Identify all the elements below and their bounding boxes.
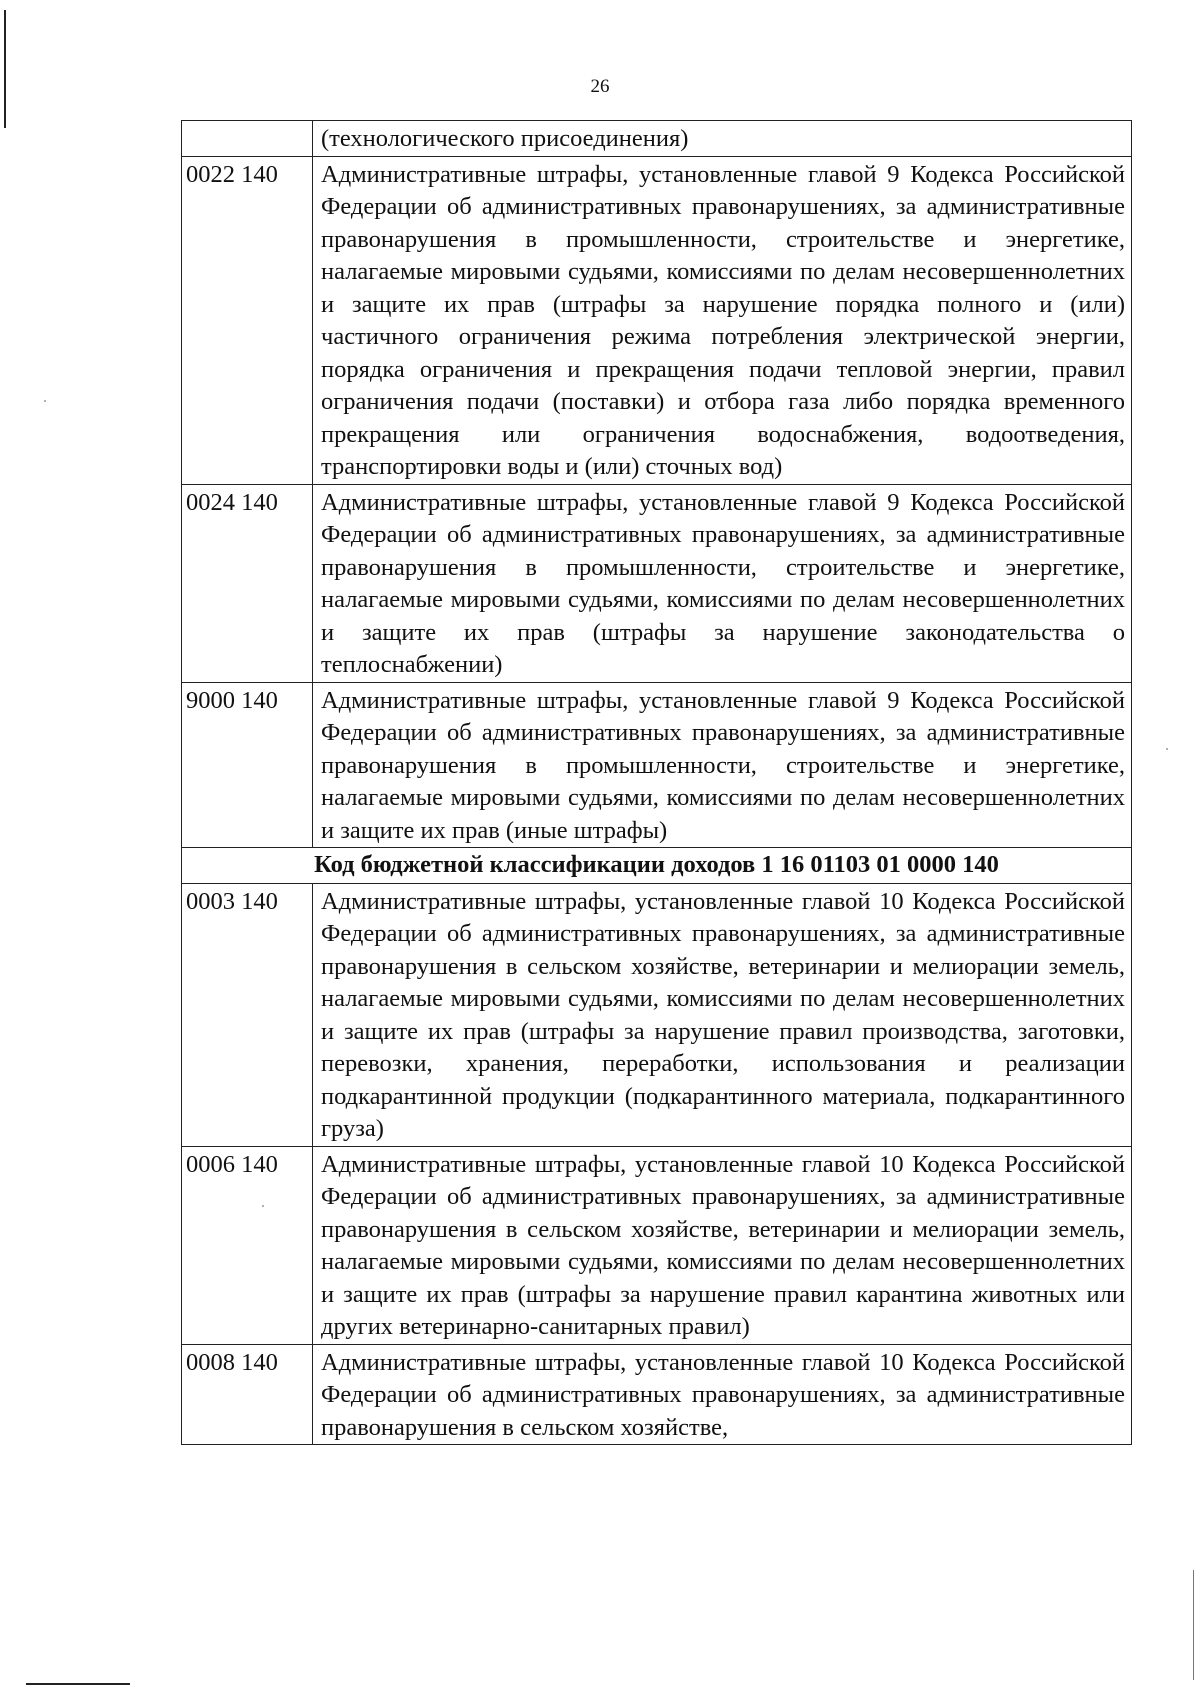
description-cell: (технологического присоединения) (313, 121, 1132, 157)
scan-speck (1166, 748, 1168, 750)
code-cell: 0006 140 (182, 1146, 313, 1344)
description-cell: Административные штрафы, установленные главой 10 Кодекса Российской Федерации об административных правонарушениях, за административные правонарушения в сельском хозяйстве, (313, 1344, 1132, 1445)
code-cell: 9000 140 (182, 682, 313, 848)
code-cell: 0008 140 (182, 1344, 313, 1445)
table-row (182, 883, 1132, 1146)
table-row (182, 484, 1132, 682)
scan-edge-mark-top-left (4, 10, 6, 128)
code-cell: 0022 140 (182, 156, 313, 484)
description-cell: Административные штрафы, установленные главой 9 Кодекса Российской Федерации об административных правонарушениях, за административные правонарушения в промышленности, строительстве и энергетике, налагаемые мировыми судьями, комиссиями по делам несовершеннолетних и защите их прав (штрафы за нарушение законодательства о теплоснабжении) (313, 484, 1132, 682)
code-cell: 0024 140 (182, 484, 313, 682)
scan-edge-mark-bottom-left (26, 1683, 130, 1685)
page-number: 26 (590, 76, 610, 97)
code-cell (182, 121, 313, 157)
table-row (182, 121, 1132, 157)
table-row (182, 682, 1132, 848)
description-cell: Административные штрафы, установленные главой 10 Кодекса Российской Федерации об административных правонарушениях, за административные правонарушения в сельском хозяйстве, ветеринарии и мелиорации земель, налагаемые мировыми судьями, комиссиями по делам несовершеннолетних и защите их прав (штрафы за нарушение правил производства, заготовки, перевозки, хранения, переработки, использования и реализации подкарантинной продукции (подкарантинного материала, подкарантинного груза) (313, 883, 1132, 1146)
table-row (182, 1146, 1132, 1344)
code-cell: 0003 140 (182, 883, 313, 1146)
description-cell: Административные штрафы, установленные главой 10 Кодекса Российской Федерации об административных правонарушениях, за административные правонарушения в сельском хозяйстве, ветеринарии и мелиорации земель, налагаемые мировыми судьями, комиссиями по делам несовершеннолетних и защите их прав (штрафы за нарушение правил карантина животных или других ветеринарно-санитарных правил) (313, 1146, 1132, 1344)
budget-code-table (181, 120, 1132, 1445)
table-row (182, 1344, 1132, 1445)
scan-edge-mark-right (1193, 1570, 1194, 1680)
classification-code-heading: Код бюджетной классификации доходов 1 16 01103 01 0000 140 (182, 848, 1132, 884)
scan-speck (44, 400, 46, 402)
table-row (182, 156, 1132, 484)
description-cell: Административные штрафы, установленные главой 9 Кодекса Российской Федерации об административных правонарушениях, за административные правонарушения в промышленности, строительстве и энергетике, налагаемые мировыми судьями, комиссиями по делам несовершеннолетних и защите их прав (штрафы за нарушение порядка полного и (или) частичного ограничения режима потребления электрической энергии, порядка ограничения и прекращения подачи тепловой энергии, правил ограничения подачи (поставки) и отбора газа либо порядка временного прекращения или ограничения водоснабжения, водоотведения, транспортировки воды и (или) сточных вод) (313, 156, 1132, 484)
section-heading-row (182, 848, 1132, 884)
description-cell: Административные штрафы, установленные главой 9 Кодекса Российской Федерации об административных правонарушениях, за административные правонарушения в промышленности, строительстве и энергетике, налагаемые мировыми судьями, комиссиями по делам несовершеннолетних и защите их прав (иные штрафы) (313, 682, 1132, 848)
budget-code-table-container (181, 120, 1131, 1445)
